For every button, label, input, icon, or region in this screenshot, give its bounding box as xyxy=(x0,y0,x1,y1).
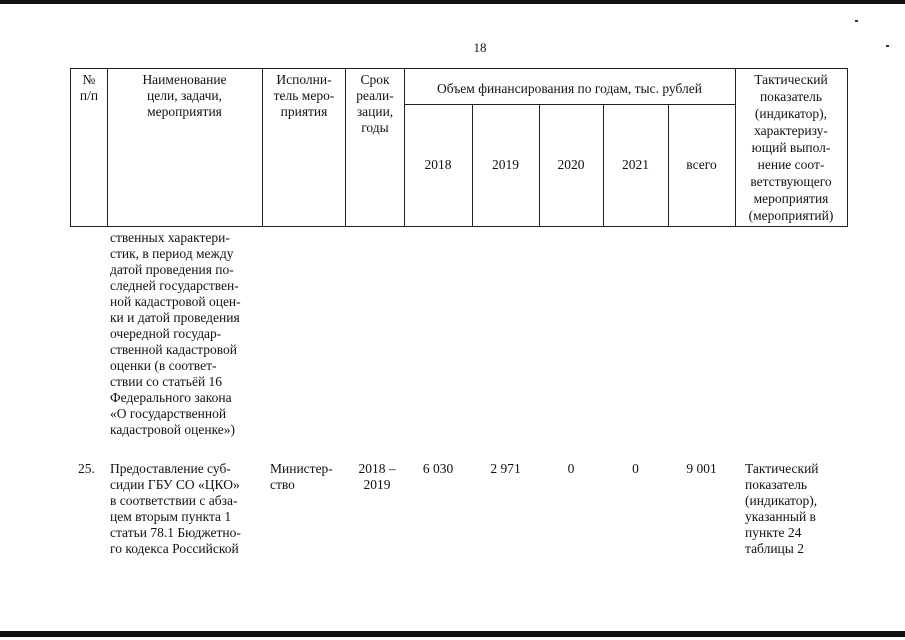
header-year-2019: 2019 xyxy=(492,157,519,172)
header-year-2021: 2021 xyxy=(622,157,649,172)
page-number: 18 xyxy=(473,40,487,55)
row-2019: 2 971 xyxy=(490,461,521,476)
row-2018: 6 030 xyxy=(422,461,454,476)
scan-speck xyxy=(886,45,889,47)
scan-bottom-border xyxy=(0,631,905,637)
row-number: 25. xyxy=(78,461,95,476)
header-year-2020: 2020 xyxy=(557,157,585,172)
row-2021: 0 xyxy=(632,461,639,476)
scan-speck xyxy=(855,20,858,22)
scan-top-border xyxy=(0,0,905,4)
row-2020: 0 xyxy=(567,461,575,476)
header-funding: Объем финансирования по годам, тыс. рублей xyxy=(437,81,702,96)
header-year-2018: 2018 xyxy=(424,157,452,172)
row-total: 9 001 xyxy=(686,461,717,476)
header-total: всего xyxy=(686,157,717,172)
